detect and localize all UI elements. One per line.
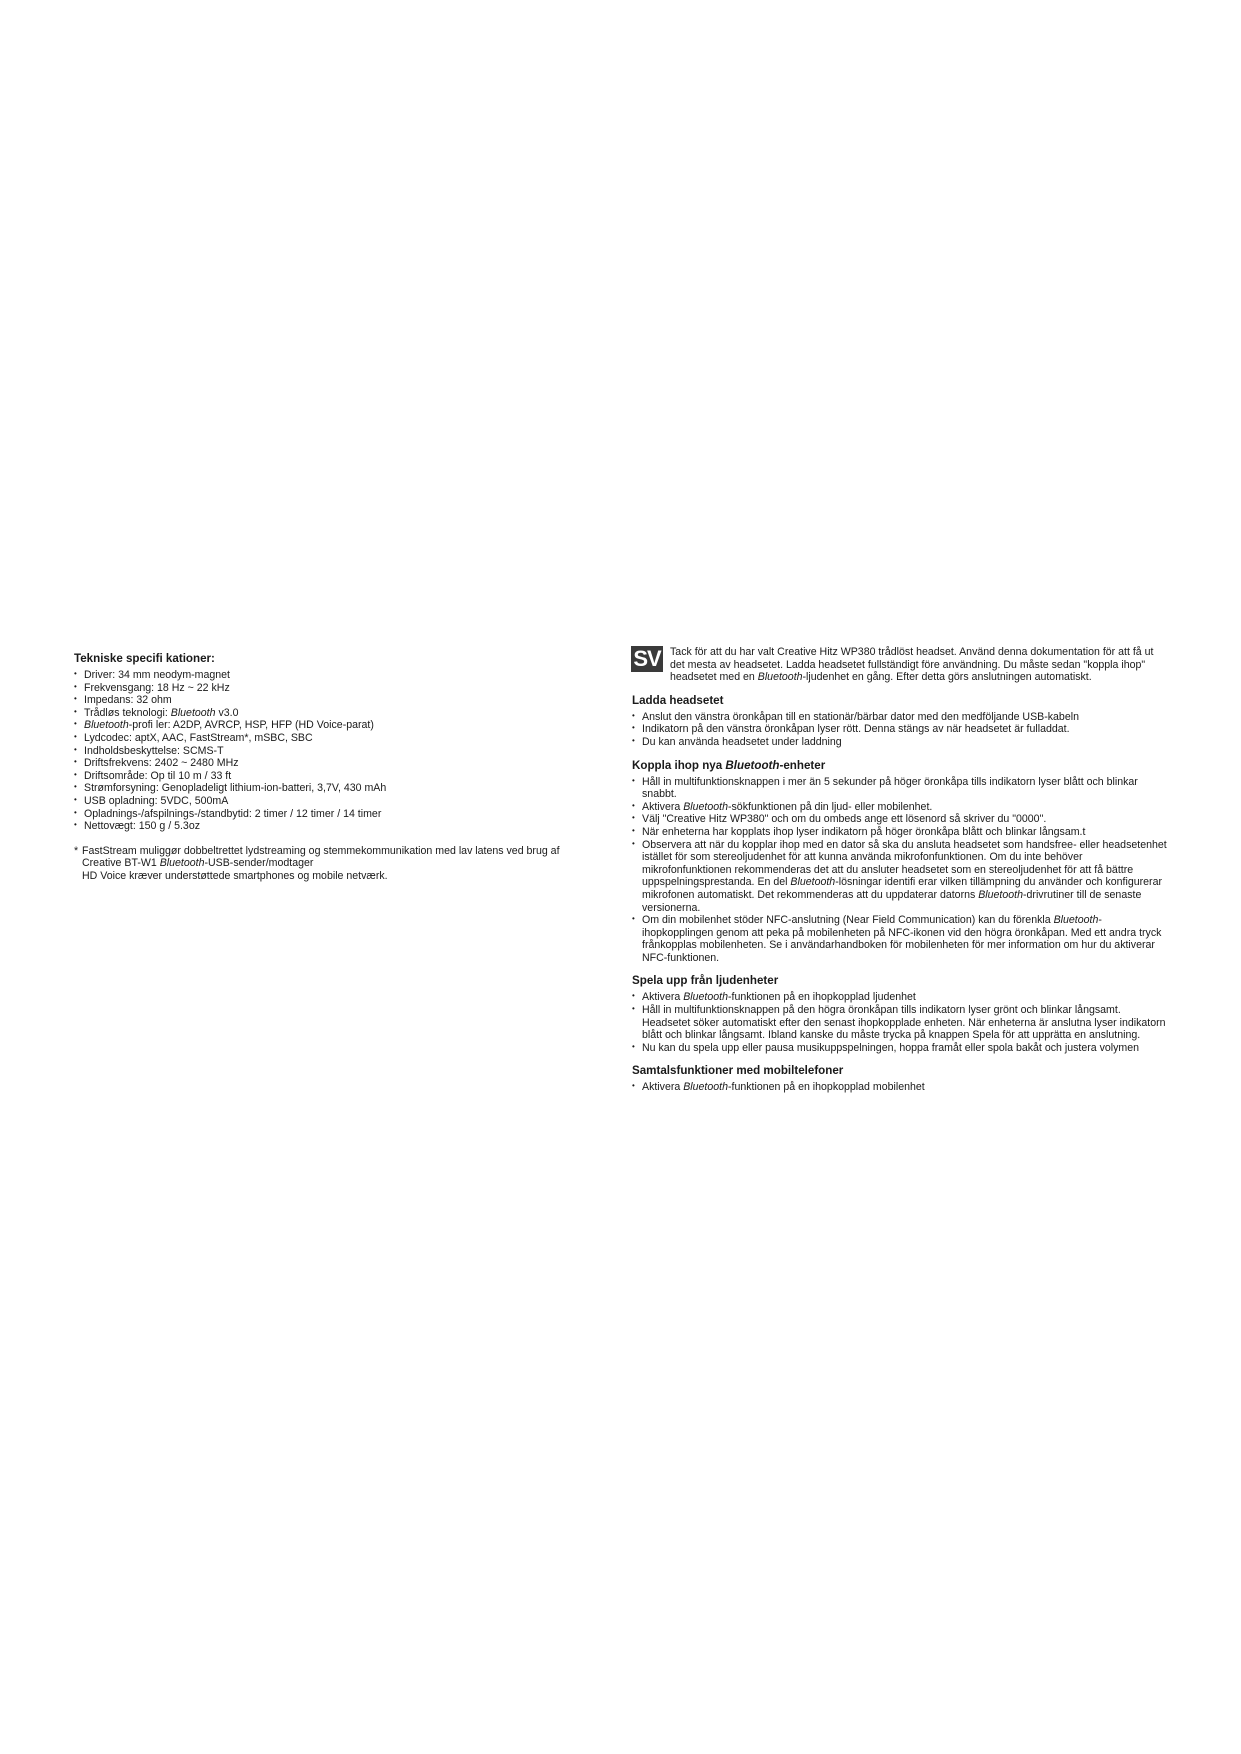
section-pairing [632,759,1167,965]
footnote-line: HD Voice kræver understøttede smartphones og mobile netværk. [82,869,388,882]
spec-item: • USB opladning: 5VDC, 500mA [74,795,614,808]
spec-item: • Impedans: 32 ohm [74,694,614,707]
section-heading: Spela upp från ljudenheter [632,974,779,988]
intro-block [632,646,1167,684]
spec-item: • Driftsfrekvens: 2402 ~ 2480 MHz [74,757,614,770]
list-item: • Håll in multifunktionsknappen på den högra öronkåpan tills indikatorn lyser grönt och blinkar långsamt. Headsetet söker automatiskt efter den senast ihopkopplade enheten. När enheterna är anslutna lyser indikatorn blått och blinkar långsamt. Ibland kanske du måste trycka på knappen Spela för att upprätta en anslutning. [632,1004,1167,1042]
list-item: • Om din mobilenhet stöder NFC-anslutning (Near Field Communication) kan du förenkla Bluetooth-ihopkopplingen genom att peka på mobilenheten på NFC-ikonen vid den högra öronkåpan. Med ett andra tryck frånkopplas mobilenheten. Se i användarhandboken för mobilenheten för mer information om hur du aktiverar NFC-funktionen. [632,914,1167,964]
section-heading: Samtalsfunktioner med mobiltelefoner [632,1064,844,1078]
spec-item: • Strømforsyning: Genopladeligt lithium-ion-batteri, 3,7V, 430 mAh [74,782,614,795]
list-item: • Du kan använda headsetet under laddning [632,736,1167,749]
list-item: • Aktivera Bluetooth-sökfunktionen på din ljud- eller mobilenhet. [632,801,1167,814]
spec-item: • Opladnings-/afspilnings-/standbytid: 2 timer / 12 timer / 14 timer [74,808,614,821]
right-column [632,646,1167,1094]
list-item: • Aktivera Bluetooth-funktionen på en ihopkopplad mobilenhet [632,1081,1167,1094]
spec-heading: Tekniske specifi kationer: [74,652,215,665]
spec-item: • Lydcodec: aptX, AAC, FastStream*, mSBC, SBC [74,732,614,745]
spec-item: • Nettovægt: 150 g / 5.3oz [74,820,614,833]
list-item: • Välj "Creative Hitz WP380" och om du ombeds ange ett lösenord så skriver du "0000". [632,813,1167,826]
footnote-line: FastStream muliggør dobbeltrettet lydstreaming og stemmekommunikation med lav latens ved brug af [82,844,560,857]
spec-item: • Indholdsbeskyttelse: SCMS-T [74,745,614,758]
spec-item: • Driver: 34 mm neodym-magnet [74,669,614,682]
section-charging [632,694,1167,749]
section-heading: Ladda headsetet [632,693,724,707]
list-item: • Aktivera Bluetooth-funktionen på en ihopkopplad ljudenhet [632,991,1167,1004]
spec-item: • Bluetooth-profi ler: A2DP, AVRCP, HSP, HFP (HD Voice-parat) [74,719,614,732]
list-item: • Anslut den vänstra öronkåpan till en stationär/bärbar dator med den medföljande USB-kabeln [632,711,1167,724]
footnote-star: * [74,844,79,857]
list-item: • Indikatorn på den vänstra öronkåpan lyser rött. Denna stängs av när headsetet är fulladdat. [632,723,1167,736]
footnote [74,845,614,883]
spec-list [74,669,614,833]
list-item: • När enheterna har kopplats ihop lyser indikatorn på höger öronkåpa blått och blinkar långsam.t [632,826,1167,839]
list-item: • Håll in multifunktionsknappen i mer än 5 sekunder på höger öronkåpa tills indikatorn lyser blått och blinkar snabbt. [632,776,1167,801]
section-playback [632,974,1167,1054]
spec-item: • Trådløs teknologi: Bluetooth v3.0 [74,707,614,720]
section-calls [632,1064,1167,1094]
intro-text: Tack för att du har valt Creative Hitz WP380 trådlöst headset. Använd denna dokumentation för att få ut det mesta av headsetet. Ladda headsetet fullständigt före användning. Du måste sedan "koppla ihop" headsetet med en Bluetooth-ljudenhet en gång. Efter detta görs anslutningen automatiskt. [670,646,1154,684]
spec-item: • Driftsområde: Op til 10 m / 33 ft [74,770,614,783]
section-heading: Koppla ihop nya Bluetooth-enheter [632,758,826,772]
footnote-line: Creative BT-W1 Bluetooth-USB-sender/modtager [82,857,314,870]
language-badge: SV [631,646,663,672]
spec-item: • Frekvensgang: 18 Hz ~ 22 kHz [74,682,614,695]
list-item: • Nu kan du spela upp eller pausa musikuppspelningen, hoppa framåt eller spola bakåt och justera volymen [632,1042,1167,1055]
left-column [74,652,614,883]
list-item: • Observera att när du kopplar ihop med en dator så ska du ansluta headsetet som handsfree- eller headsetenhet istället för som stereoljudenhet för att kunna använda mikrofonfunktionen. Om du inte behöver mikrofonfunktionen rekommenderas det att du ansluter headsetet som en stereoljudenhet för att få bättre uppspelningsprestanda. En del Bluetooth-lösningar identifi erar vilken tillämpning du använder och konfigurerar mikrofonen automatiskt. Det rekommenderas att du uppdaterar datorns Bluetooth-drivrutiner till de senaste versionerna. [632,839,1167,915]
